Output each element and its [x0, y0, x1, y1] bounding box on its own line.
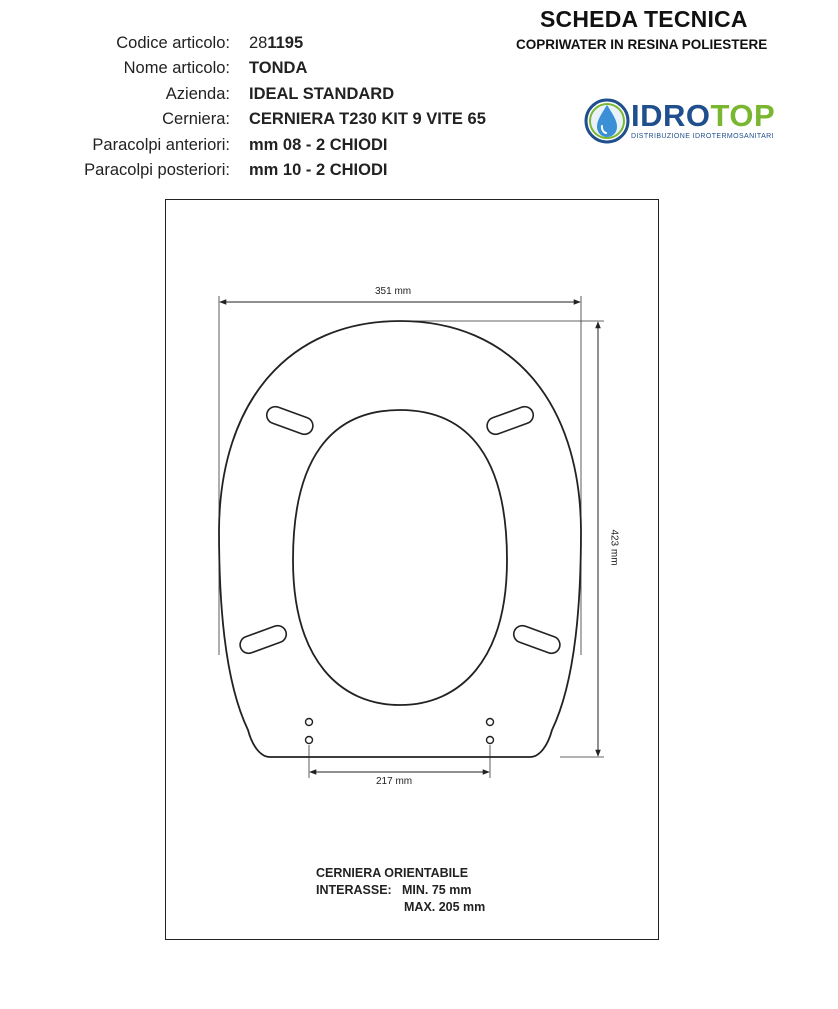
spec-label: Azienda: — [165, 85, 230, 103]
bumper-slot-rear-left — [238, 623, 289, 655]
hinge-spacing-label: 217 mm — [376, 776, 413, 787]
spec-label: Paracolpi anteriori: — [92, 136, 230, 154]
spec-value: mm 08 - 2 CHIODI — [249, 136, 388, 154]
note-interasse-max: MAX. 205 mm — [404, 900, 486, 914]
hinge-hole — [487, 737, 494, 744]
spec-label: Cerniera: — [162, 110, 230, 128]
spec-value: CERNIERA T230 KIT 9 VITE 65 — [249, 110, 486, 128]
length-dimension-label: 423 mm — [608, 529, 620, 566]
note-interasse-label: INTERASSE: — [316, 883, 392, 897]
logo-tagline: DISTRIBUZIONE IDROTERMOSANITARI — [631, 133, 774, 140]
seat-outer-outline — [219, 321, 581, 757]
seat-inner-opening — [293, 410, 507, 705]
bumper-slot-front-right — [485, 404, 536, 436]
spec-value-code-prefix: 28 — [249, 34, 268, 52]
bumper-slot-rear-right — [511, 623, 562, 655]
note-hinge-type: CERNIERA ORIENTABILE — [316, 866, 469, 880]
hinge-hole — [306, 737, 313, 744]
spec-label: Codice articolo: — [116, 34, 230, 52]
spec-label: Nome articolo: — [123, 59, 230, 77]
spec-value: mm 10 - 2 CHIODI — [249, 161, 388, 179]
logo-word-top: TOP — [710, 98, 776, 133]
spec-value: TONDA — [249, 59, 308, 77]
spec-label: Paracolpi posteriori: — [84, 161, 230, 179]
logo-word-idro: IDRO — [631, 98, 711, 133]
hinge-hole — [487, 719, 494, 726]
hinge-hole — [306, 719, 313, 726]
bumper-slot-front-left — [264, 404, 315, 436]
spec-value: IDEAL STANDARD — [249, 85, 395, 103]
width-dimension-label: 351 mm — [375, 286, 412, 297]
document-title: SCHEDA TECNICA — [540, 6, 748, 32]
document-subtitle: COPRIWATER IN RESINA POLIESTERE — [516, 37, 768, 52]
spec-value-code-main: 1195 — [267, 34, 304, 52]
note-interasse-min: MIN. 75 mm — [402, 883, 472, 897]
